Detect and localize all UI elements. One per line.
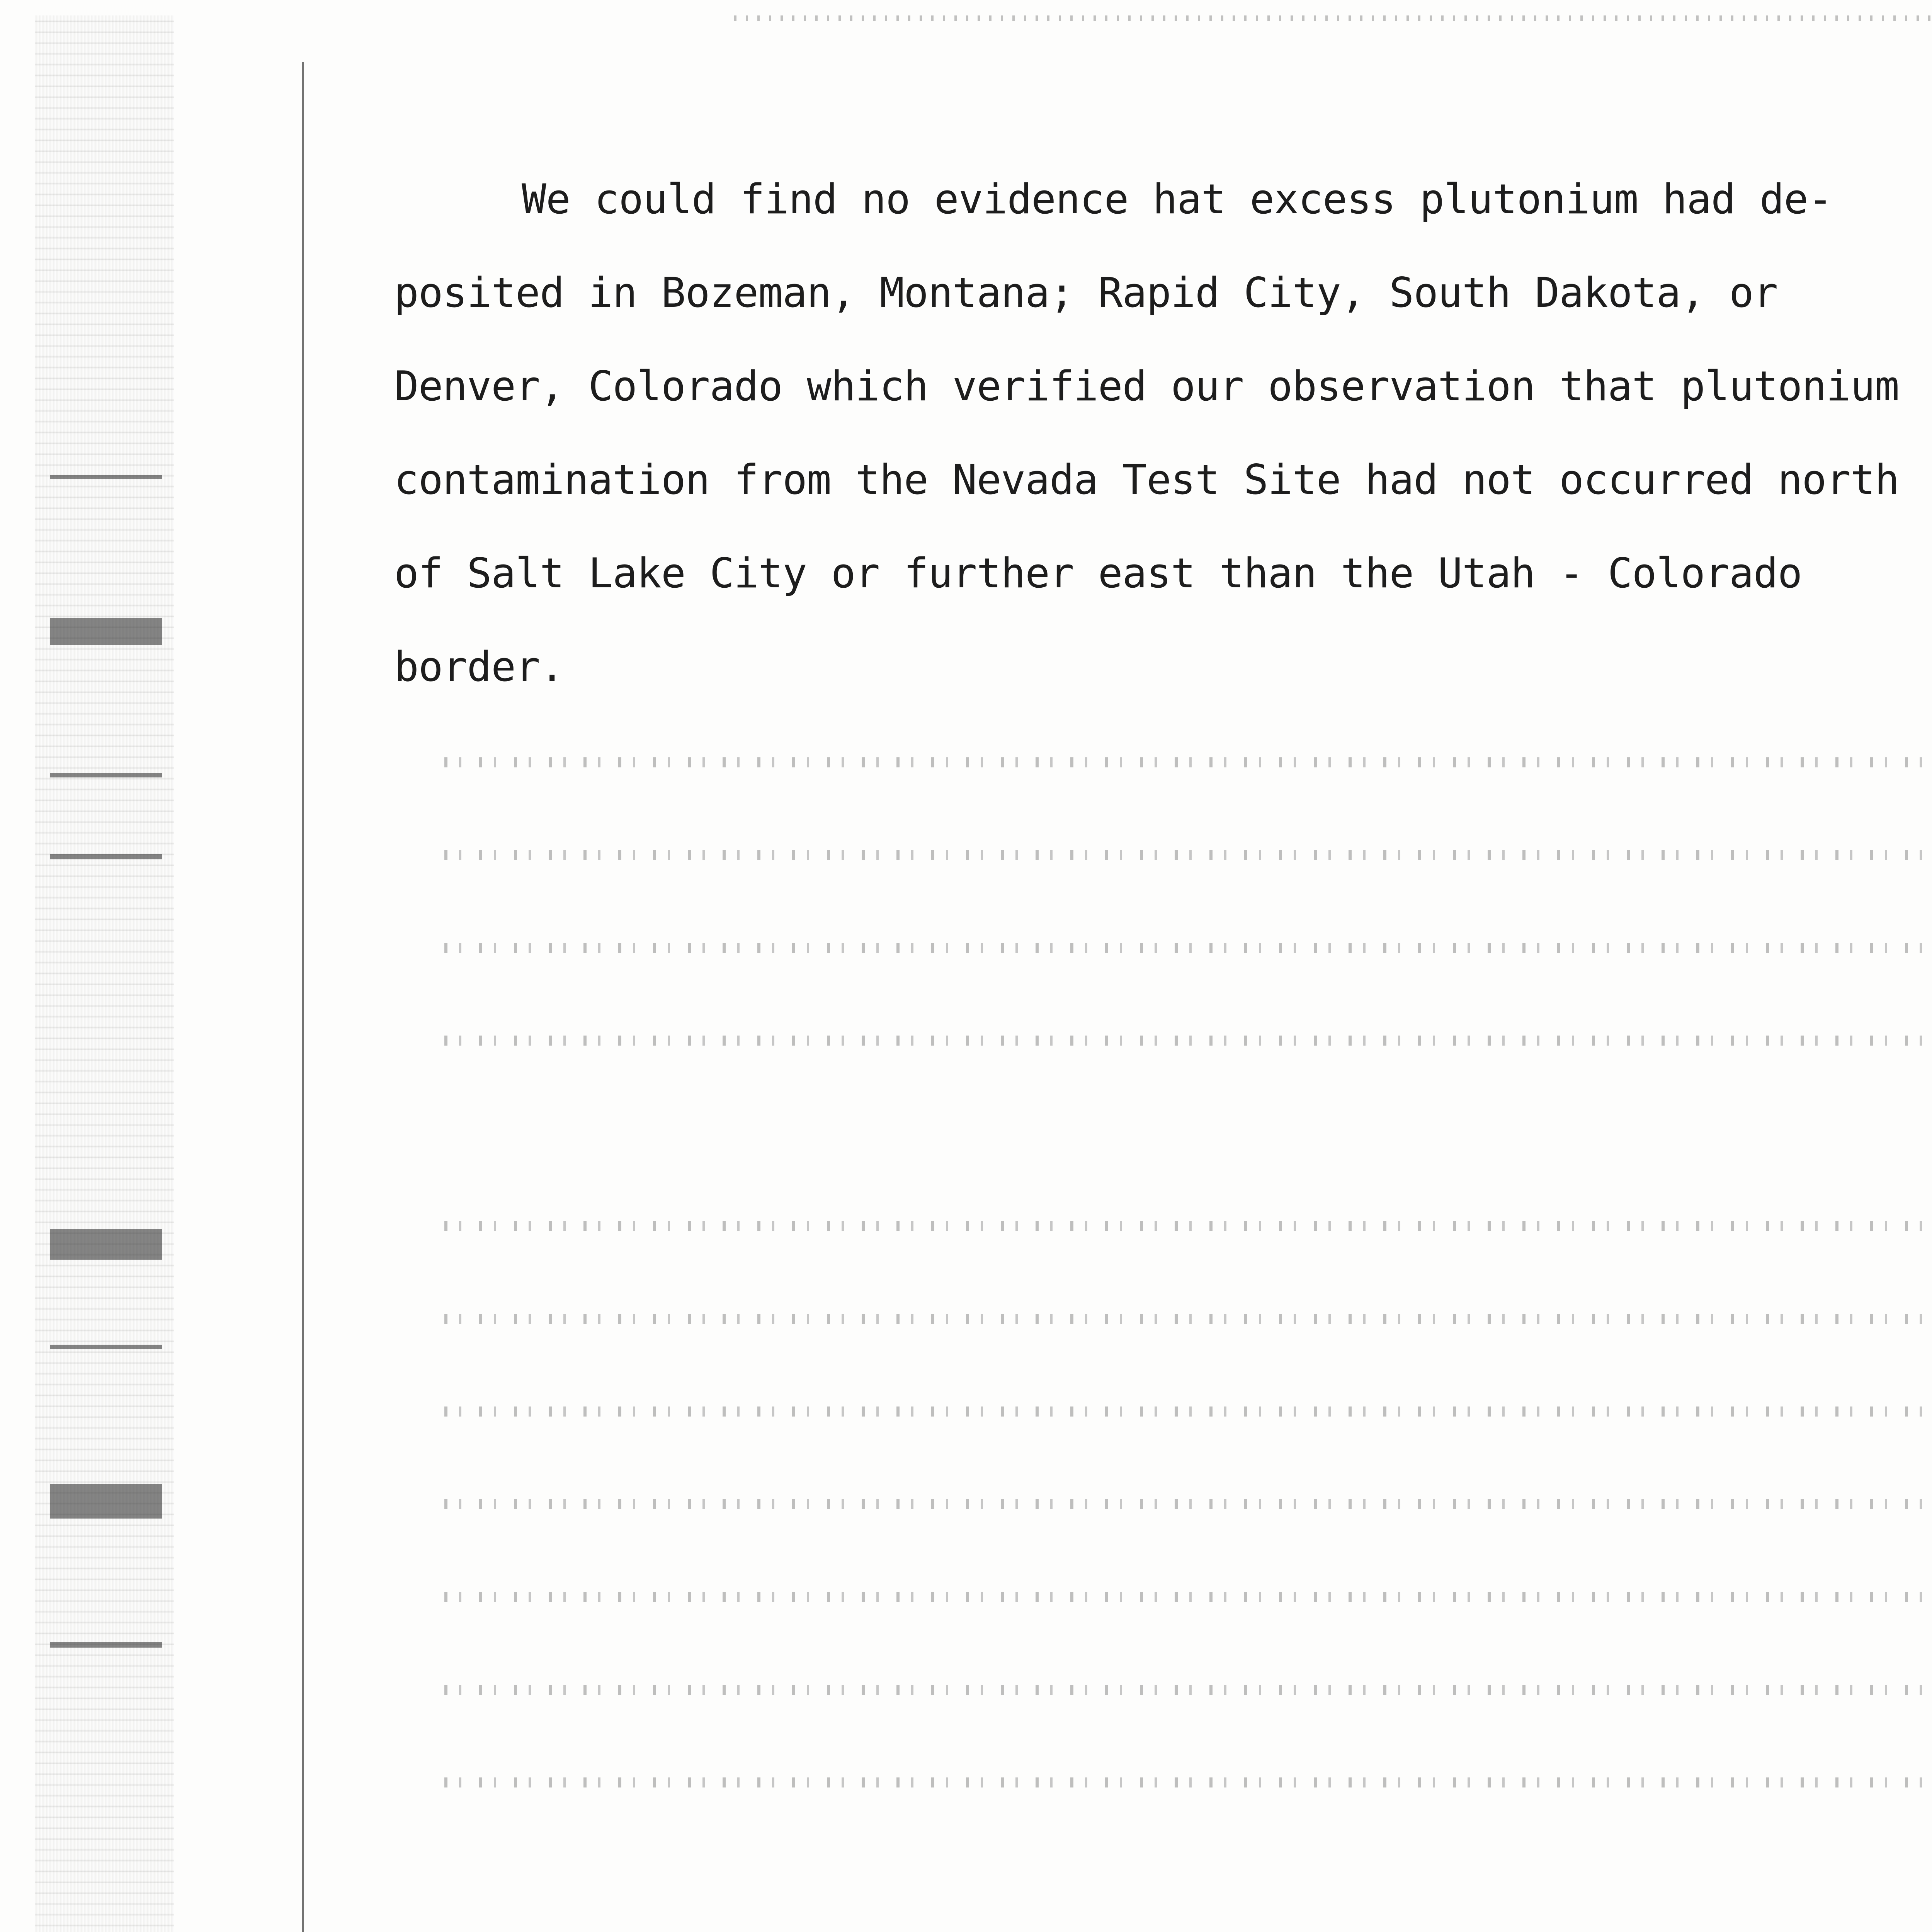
- bleed-through-noise: [444, 943, 1932, 953]
- left-margin-rule: [302, 62, 304, 1932]
- scanner-mark: [50, 618, 162, 645]
- bleed-through-noise: [444, 1036, 1932, 1046]
- paragraph-line: Denver, Colorado which verified our observation that plutonium: [394, 362, 1899, 410]
- bleed-through-noise: [444, 1777, 1932, 1787]
- scanner-mark: [50, 1345, 162, 1349]
- scanner-mark: [50, 475, 162, 479]
- paragraph-line: of Salt Lake City or further east than the Utah - Colorado: [394, 549, 1802, 597]
- scanner-mark: [50, 1229, 162, 1260]
- scanner-mark: [50, 854, 162, 859]
- bleed-through-noise: [444, 1406, 1932, 1417]
- paragraph-line: posited in Bozeman, Montana; Rapid City, South Dakota, or: [394, 269, 1778, 316]
- body-paragraph: [394, 153, 1932, 714]
- scanner-mark: [50, 773, 162, 777]
- bleed-through-noise: [444, 757, 1932, 767]
- scanner-mark: [50, 1484, 162, 1519]
- paragraph-line: We could find no evidence hat excess plutonium had de-: [522, 175, 1833, 223]
- bleed-through-noise: [444, 850, 1932, 860]
- bleed-through-noise: [444, 1499, 1932, 1509]
- bleed-through-noise: [444, 1314, 1932, 1324]
- paragraph-line: contamination from the Nevada Test Site had not occurred north: [394, 456, 1899, 503]
- scanner-mark: [50, 1642, 162, 1648]
- bleed-through-noise: [444, 1592, 1932, 1602]
- top-scan-noise: [734, 15, 1932, 21]
- paragraph-line: border.: [394, 643, 564, 690]
- bleed-through-noise: [444, 1685, 1932, 1695]
- bleed-through-noise: [444, 1221, 1932, 1231]
